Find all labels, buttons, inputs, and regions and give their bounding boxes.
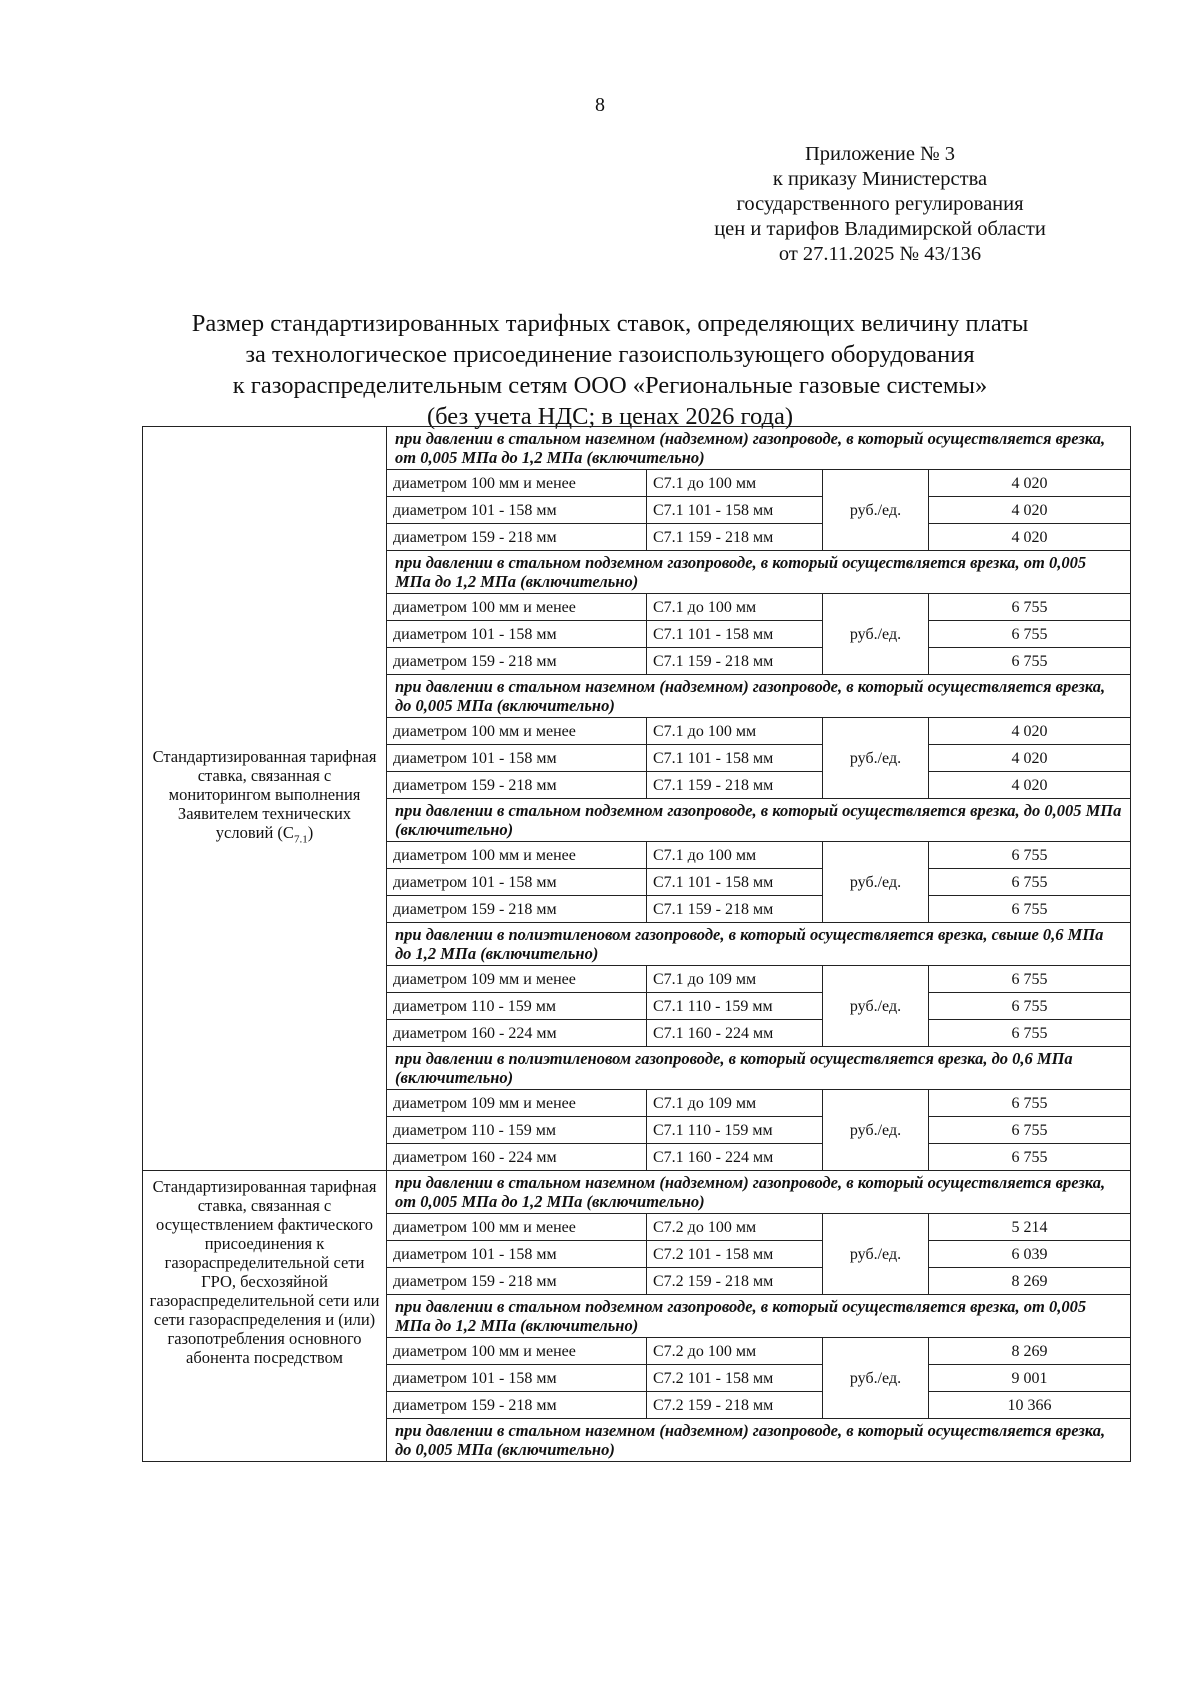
- unit-cell: руб./ед.: [823, 1338, 929, 1419]
- rate-value-cell: 4 020: [929, 772, 1131, 799]
- rate-code-cell: С7.1 159 - 218 мм: [647, 524, 823, 551]
- rate-group-header-subscript: 7.1: [293, 833, 308, 846]
- diameter-cell: диаметром 159 - 218 мм: [387, 1392, 647, 1419]
- rate-code-cell: С7.1 159 - 218 мм: [647, 896, 823, 923]
- unit-cell: руб./ед.: [823, 966, 929, 1047]
- rate-value-cell: 6 755: [929, 648, 1131, 675]
- rate-value-cell: 4 020: [929, 470, 1131, 497]
- unit-cell: руб./ед.: [823, 842, 929, 923]
- rate-code-cell: С7.1 159 - 218 мм: [647, 648, 823, 675]
- rate-code-cell: С7.1 до 100 мм: [647, 470, 823, 497]
- rate-value-cell: 6 755: [929, 896, 1131, 923]
- diameter-cell: диаметром 159 - 218 мм: [387, 1268, 647, 1295]
- diameter-cell: диаметром 160 - 224 мм: [387, 1144, 647, 1171]
- rate-value-cell: 4 020: [929, 745, 1131, 772]
- tariff-rates-body: [143, 427, 1131, 1462]
- diameter-cell: диаметром 100 мм и менее: [387, 470, 647, 497]
- diameter-cell: диаметром 100 мм и менее: [387, 1214, 647, 1241]
- rate-code-cell: С7.1 101 - 158 мм: [647, 869, 823, 896]
- rate-value-cell: 8 269: [929, 1268, 1131, 1295]
- rate-value-cell: 6 755: [929, 993, 1131, 1020]
- rate-value-cell: 6 755: [929, 621, 1131, 648]
- diameter-cell: диаметром 110 - 159 мм: [387, 993, 647, 1020]
- pressure-condition: при давлении в стальном подземном газопроводе, в который осуществляется врезка, от 0,005 МПа до 1,2 МПа (включительно): [387, 1295, 1131, 1338]
- diameter-cell: диаметром 101 - 158 мм: [387, 497, 647, 524]
- diameter-cell: диаметром 101 - 158 мм: [387, 621, 647, 648]
- pressure-condition: при давлении в стальном наземном (надземном) газопроводе, в который осуществляется врезка, до 0,005 МПа (включительно): [387, 675, 1131, 718]
- rate-value-cell: 6 755: [929, 966, 1131, 993]
- rate-value-cell: 9 001: [929, 1365, 1131, 1392]
- rate-value-cell: 6 755: [929, 1090, 1131, 1117]
- pressure-condition: при давлении в полиэтиленовом газопроводе, в который осуществляется врезка, до 0,6 МПа (включительно): [387, 1047, 1131, 1090]
- rate-value-cell: 6 755: [929, 594, 1131, 621]
- diameter-cell: диаметром 100 мм и менее: [387, 1338, 647, 1365]
- page-number: 8: [595, 94, 605, 116]
- rate-code-cell: С7.1 до 100 мм: [647, 842, 823, 869]
- rate-code-cell: С7.1 160 - 224 мм: [647, 1020, 823, 1047]
- pressure-condition: при давлении в стальном подземном газопроводе, в который осуществляется врезка, до 0,005 МПа (включительно): [387, 799, 1131, 842]
- rate-value-cell: 6 755: [929, 842, 1131, 869]
- diameter-cell: диаметром 159 - 218 мм: [387, 772, 647, 799]
- rate-value-cell: 4 020: [929, 524, 1131, 551]
- rate-value-cell: 5 214: [929, 1214, 1131, 1241]
- rate-value-cell: 10 366: [929, 1392, 1131, 1419]
- tariff-rates-table: [142, 426, 1131, 1462]
- diameter-cell: диаметром 100 мм и менее: [387, 718, 647, 745]
- annex-line: Приложение № 3: [804, 143, 956, 165]
- diameter-cell: диаметром 101 - 158 мм: [387, 1365, 647, 1392]
- diameter-cell: диаметром 110 - 159 мм: [387, 1117, 647, 1144]
- annex-block: [650, 142, 1110, 267]
- diameter-cell: диаметром 100 мм и менее: [387, 594, 647, 621]
- rate-group-header: [143, 427, 387, 1171]
- diameter-cell: диаметром 101 - 158 мм: [387, 869, 647, 896]
- unit-cell: руб./ед.: [823, 1090, 929, 1171]
- condition-row: [143, 1171, 1131, 1214]
- rate-code-cell: С7.1 110 - 159 мм: [647, 993, 823, 1020]
- rate-code-cell: С7.1 101 - 158 мм: [647, 745, 823, 772]
- rate-value-cell: 6 755: [929, 1020, 1131, 1047]
- document-title: [160, 308, 1060, 432]
- diameter-cell: диаметром 159 - 218 мм: [387, 648, 647, 675]
- rate-code-cell: С7.1 110 - 159 мм: [647, 1117, 823, 1144]
- title-line: к газораспределительным сетям ООО «Региональные газовые системы»: [232, 372, 988, 399]
- unit-cell: руб./ед.: [823, 594, 929, 675]
- condition-row: [143, 427, 1131, 470]
- rate-code-cell: С7.2 до 100 мм: [647, 1338, 823, 1365]
- rate-code-cell: С7.1 до 109 мм: [647, 1090, 823, 1117]
- rate-code-cell: С7.2 159 - 218 мм: [647, 1392, 823, 1419]
- diameter-cell: диаметром 159 - 218 мм: [387, 896, 647, 923]
- pressure-condition: при давлении в стальном подземном газопроводе, в который осуществляется врезка, от 0,005 МПа до 1,2 МПа (включительно): [387, 551, 1131, 594]
- rate-code-cell: С7.1 до 100 мм: [647, 718, 823, 745]
- diameter-cell: диаметром 100 мм и менее: [387, 842, 647, 869]
- unit-cell: руб./ед.: [823, 470, 929, 551]
- annex-line: к приказу Министерства: [772, 168, 988, 190]
- unit-cell: руб./ед.: [823, 1214, 929, 1295]
- rate-code-cell: С7.1 101 - 158 мм: [647, 497, 823, 524]
- rate-value-cell: 8 269: [929, 1338, 1131, 1365]
- rate-value-cell: 4 020: [929, 497, 1131, 524]
- rate-value-cell: 6 755: [929, 1117, 1131, 1144]
- diameter-cell: диаметром 160 - 224 мм: [387, 1020, 647, 1047]
- diameter-cell: диаметром 101 - 158 мм: [387, 745, 647, 772]
- diameter-cell: диаметром 109 мм и менее: [387, 966, 647, 993]
- rate-code-cell: С7.2 159 - 218 мм: [647, 1268, 823, 1295]
- rate-code-cell: С7.1 101 - 158 мм: [647, 621, 823, 648]
- title-line: (без учета НДС; в ценах 2026 года): [426, 403, 794, 430]
- rate-group-header-suffix: ): [307, 823, 314, 843]
- diameter-cell: диаметром 159 - 218 мм: [387, 524, 647, 551]
- annex-line: от 27.11.2025 № 43/136: [778, 243, 982, 265]
- annex-line: цен и тарифов Владимирской области: [714, 218, 1046, 240]
- diameter-cell: диаметром 109 мм и менее: [387, 1090, 647, 1117]
- annex-line: государственного регулирования: [736, 193, 1024, 215]
- pressure-condition: при давлении в стальном наземном (надземном) газопроводе, в который осуществляется врезка, от 0,005 МПа до 1,2 МПа (включительно): [387, 1171, 1131, 1214]
- unit-cell: руб./ед.: [823, 718, 929, 799]
- rate-group-header-text: Стандартизированная тарифная ставка, связанная с осуществлением фактического присоединения к газораспределительной сети ГРО, бесхозяйной газораспределительной сети или сети газораспределения и (или) газопотребления основного абонента посредством: [149, 1177, 380, 1367]
- rate-group-header-text: Стандартизированная тарифная ставка, связанная с мониторингом выполнения Заявителем технических условий (С: [152, 747, 377, 843]
- rate-value-cell: 6 755: [929, 1144, 1131, 1171]
- diameter-cell: диаметром 101 - 158 мм: [387, 1241, 647, 1268]
- rate-code-cell: С7.1 160 - 224 мм: [647, 1144, 823, 1171]
- pressure-condition: при давлении в стальном наземном (надземном) газопроводе, в который осуществляется врезка, от 0,005 МПа до 1,2 МПа (включительно): [387, 427, 1131, 470]
- rate-code-cell: С7.2 101 - 158 мм: [647, 1241, 823, 1268]
- rate-value-cell: 6 039: [929, 1241, 1131, 1268]
- title-line: за технологическое присоединение газоиспользующего оборудования: [245, 341, 975, 368]
- rate-code-cell: С7.1 до 100 мм: [647, 594, 823, 621]
- rate-group-header: [143, 1171, 387, 1462]
- rate-code-cell: С7.1 до 109 мм: [647, 966, 823, 993]
- rate-code-cell: С7.1 159 - 218 мм: [647, 772, 823, 799]
- rate-code-cell: С7.2 до 100 мм: [647, 1214, 823, 1241]
- rate-code-cell: С7.2 101 - 158 мм: [647, 1365, 823, 1392]
- rate-value-cell: 6 755: [929, 869, 1131, 896]
- pressure-condition: при давлении в стальном наземном (надземном) газопроводе, в который осуществляется врезка, до 0,005 МПа (включительно): [387, 1419, 1131, 1462]
- title-line: Размер стандартизированных тарифных ставок, определяющих величину платы: [191, 310, 1029, 337]
- pressure-condition: при давлении в полиэтиленовом газопроводе, в который осуществляется врезка, свыше 0,6 МПа до 1,2 МПа (включительно): [387, 923, 1131, 966]
- rate-value-cell: 4 020: [929, 718, 1131, 745]
